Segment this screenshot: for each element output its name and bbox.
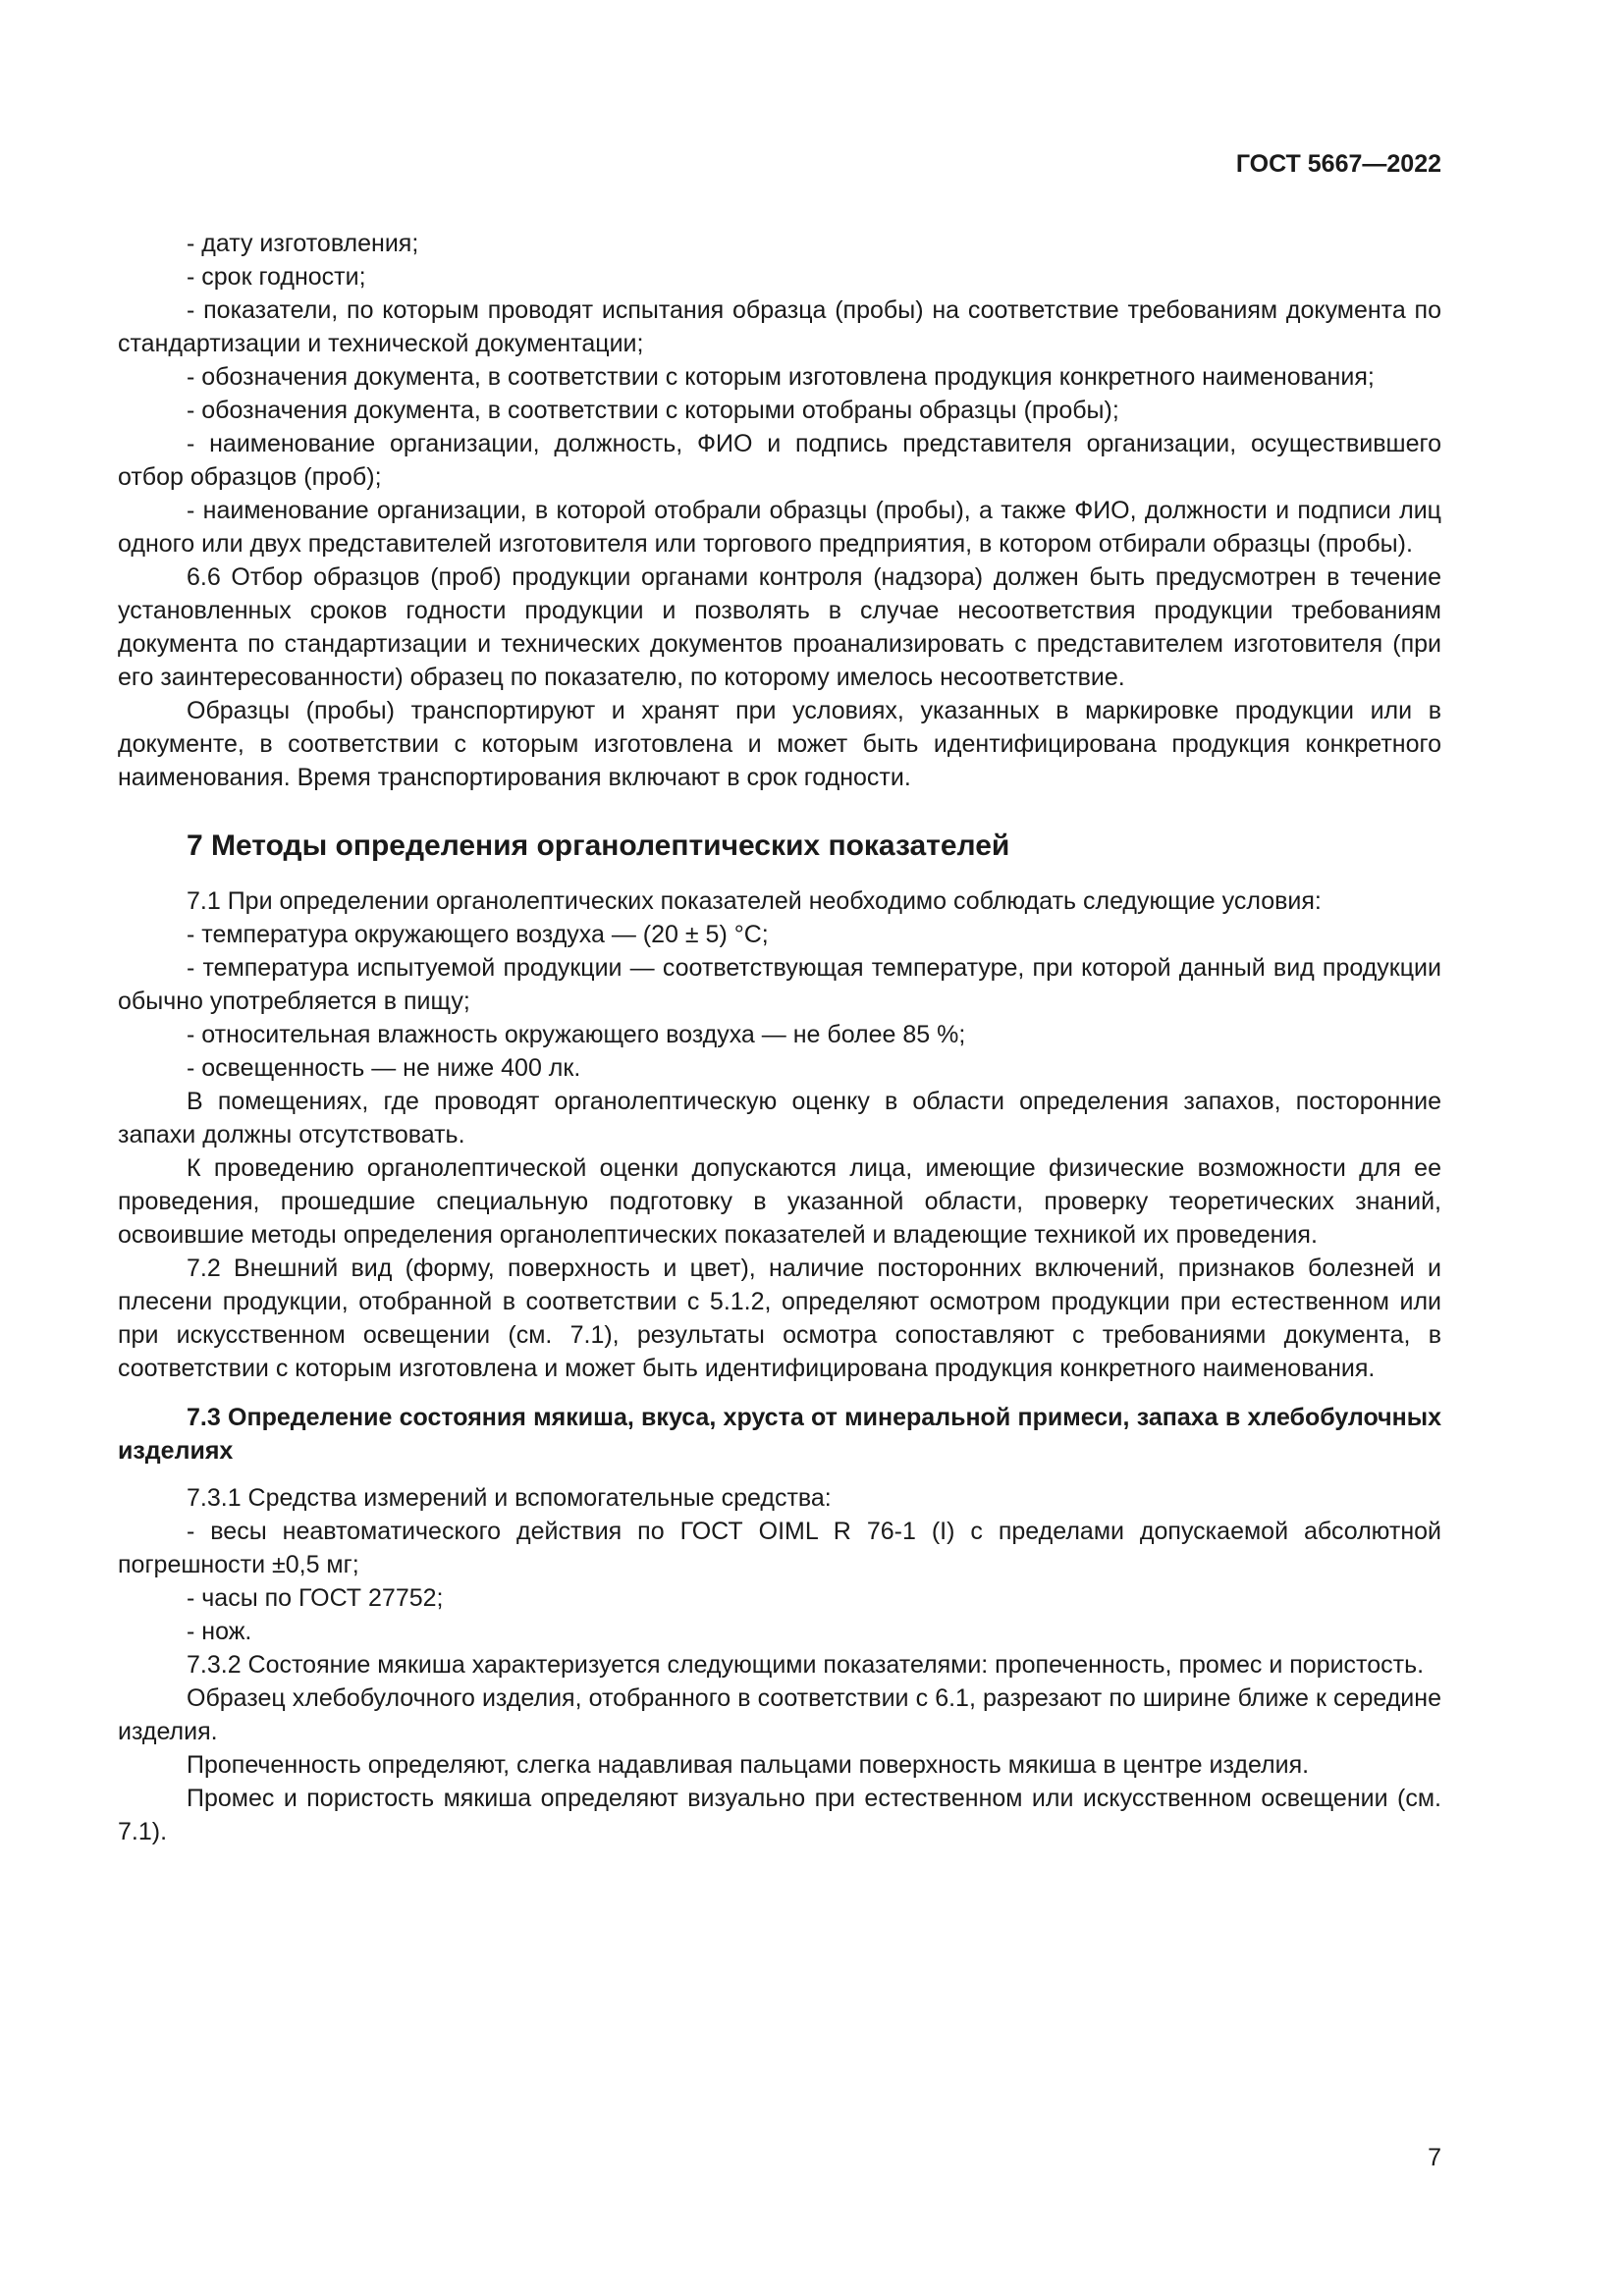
list-item: - наименование организации, должность, ФИО и подпись представителя организации, осуществившего отбор образцов (проб); [118,430,1441,491]
list-item: - часы по ГОСТ 27752; [187,1584,444,1612]
paragraph-7-3-1: 7.3.1 Средства измерений и вспомогательные средства: [187,1484,832,1512]
page-number: 7 [1428,2144,1441,2171]
paragraph-7-3-2: 7.3.2 Состояние мякиша характеризуется следующими показателями: пропеченность, промес и пористость. [187,1651,1425,1679]
section-heading-7: 7 Методы определения органолептических показателей [187,829,1010,862]
paragraph-7-2: 7.2 Внешний вид (форму, поверхность и цвет), наличие посторонних включений, признаков болезней и плесени продукции, отобранной в соответствии с 5.1.2, определяют осмотром продукции при естественном или при искусственном освещении (см. 7.1), результаты осмотра сопоставляют с требованиями документа, в соответствии с которым изготовлена и может быть идентифицирована продукция конкретного наименования. [118,1255,1441,1382]
list-item: - относительная влажность окружающего воздуха — не более 85 %; [187,1021,966,1048]
paragraph: К проведению органолептической оценки допускаются лица, имеющие физические возможности для ее проведения, прошедшие специальную подготовку в указанной области, проверку теоретических знаний, освоившие методы определения органолептических показателей и владеющие техникой их проведения. [118,1154,1441,1249]
list-item: - дату изготовления; [187,230,419,257]
list-item: - обозначения документа, в соответствии с которым изготовлена продукция конкретного наименования; [187,363,1375,391]
list-item: - весы неавтоматического действия по ГОСТ OIML R 76-1 (I) с пределами допускаемой абсолютной погрешности ±0,5 мг; [118,1518,1441,1578]
list-item: - показатели, по которым проводят испытания образца (пробы) на соответствие требованиям документа по стандартизации и технической документации; [118,296,1441,357]
paragraph: Образец хлебобулочного изделия, отобранного в соответствии с 6.1, разрезают по ширине ближе к середине изделия. [118,1684,1441,1745]
list-item: - наименование организации, в которой отобрали образцы (пробы), а также ФИО, должности и подписи лиц одного или двух представителей изготовителя или торгового предприятия, в котором отбирали образцы (пробы). [118,497,1441,558]
page-content [118,227,1441,1848]
list-item: - срок годности; [187,263,366,291]
subsection-heading-7-3: 7.3 Определение состояния мякиша, вкуса, хруста от минеральной примеси, запаха в хлебобулочных изделиях [118,1404,1441,1465]
paragraph: Пропеченность определяют, слегка надавливая пальцами поверхность мякиша в центре изделия. [187,1751,1310,1779]
list-item: - нож. [187,1618,252,1645]
paragraph-6-6: 6.6 Отбор образцов (проб) продукции органами контроля (надзора) должен быть предусмотрен в течение установленных сроков годности продукции и позволять в случае несоответствия продукции требованиям документа по стандартизации и технических документов проанализировать с представителем изготовителя (при его заинтересованности) образец по показателю, по которому имелось несоответствие. [118,563,1441,691]
page-header-doc-id: ГОСТ 5667—2022 [1235,150,1441,178]
paragraph: В помещениях, где проводят органолептическую оценку в области определения запахов, посторонние запахи должны отсутствовать. [118,1088,1441,1148]
paragraph: Образцы (пробы) транспортируют и хранят при условиях, указанных в маркировке продукции или в документе, в соответствии с которым изготовлена и может быть идентифицирована продукция конкретного наименования. Время транспортирования включают в срок годности. [118,697,1441,791]
list-item: - температура окружающего воздуха — (20 ± 5) °С; [187,921,769,948]
list-item: - температура испытуемой продукции — соответствующая температуре, при которой данный вид продукции обычно употребляется в пищу; [118,954,1441,1015]
paragraph-7-1: 7.1 При определении органолептических показателей необходимо соблюдать следующие условия: [187,887,1322,915]
paragraph: Промес и пористость мякиша определяют визуально при естественном или искусственном освещении (см. 7.1). [118,1785,1441,1845]
list-item: - обозначения документа, в соответствии с которыми отобраны образцы (пробы); [187,397,1119,424]
list-item: - освещенность — не ниже 400 лк. [187,1054,581,1082]
